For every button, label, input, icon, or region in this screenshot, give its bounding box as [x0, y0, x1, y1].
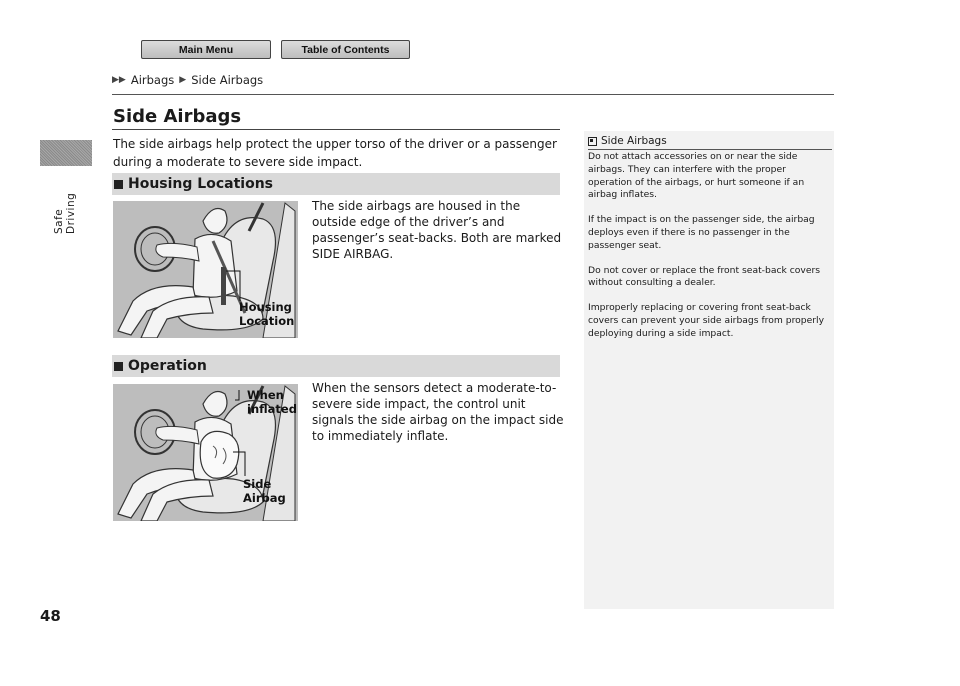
square-bullet-icon — [114, 180, 123, 189]
breadcrumb — [112, 73, 263, 87]
airbag-inflated-illustration — [113, 384, 298, 521]
note-title: Side Airbags — [601, 135, 667, 147]
square-bullet-icon — [114, 362, 123, 371]
title-divider — [112, 129, 560, 130]
section-heading-text: Operation — [128, 358, 207, 374]
section-side-tab — [0, 0, 92, 686]
section-heading-operation — [112, 355, 560, 377]
main-menu-button[interactable]: Main Menu — [141, 40, 271, 59]
housing-label-line2: Location — [239, 314, 295, 328]
table-of-contents-button[interactable]: Table of Contents — [281, 40, 410, 59]
page-title: Side Airbags — [113, 106, 242, 127]
breadcrumb-arrow-icon: ▶ — [179, 75, 187, 85]
breadcrumb-arrow-icon: ▶▶ — [112, 75, 126, 85]
note-paragraph: Do not cover or replace the front seat-back covers without consulting a dealer. — [588, 264, 821, 289]
side-airbag-label-line1: Side — [243, 477, 272, 491]
section-tab-marker — [40, 140, 92, 166]
header-divider — [112, 94, 834, 95]
note-divider — [588, 149, 832, 150]
page-number: 48 — [40, 607, 61, 625]
housing-label-line1: Housing — [239, 300, 292, 314]
side-airbags-note — [584, 131, 834, 609]
housing-paragraph: The side airbags are housed in the outside edge of the driver’s and passenger’s seat-backs. Both are marked SIDE AIRBAG. — [312, 199, 562, 261]
note-paragraph: Do not attach accessories on or near the side airbags. They can interfere with the proper operation of the airbags, or hurt someone if an airbag inflates. — [588, 151, 805, 201]
intro-paragraph: The side airbags help protect the upper torso of the driver or a passenger during a moderate to severe side impact. — [113, 137, 557, 169]
note-header — [588, 135, 667, 147]
housing-location-illustration — [113, 201, 298, 338]
breadcrumb-item-airbags[interactable]: Airbags — [130, 73, 175, 87]
section-heading-text: Housing Locations — [128, 176, 273, 192]
when-inflated-label-line2: inflated — [247, 402, 297, 416]
section-heading-housing — [112, 173, 560, 195]
note-body — [588, 151, 832, 353]
note-icon — [588, 137, 597, 146]
note-paragraph: Improperly replacing or covering front seat-back covers can prevent your side airbags from properly deploying during a side impact. — [588, 302, 825, 339]
section-label: Safe Driving — [53, 192, 77, 234]
when-inflated-label-line1: When — [247, 388, 284, 402]
breadcrumb-item-side-airbags[interactable]: Side Airbags — [191, 73, 264, 87]
operation-paragraph: When the sensors detect a moderate-to-severe side impact, the control unit signals the side airbag on the impact side to immediately inflate. — [312, 381, 564, 443]
side-airbag-label-line2: Airbag — [243, 491, 286, 505]
note-paragraph: If the impact is on the passenger side, the airbag deploys even if there is no passenger in the passenger seat. — [588, 214, 815, 251]
